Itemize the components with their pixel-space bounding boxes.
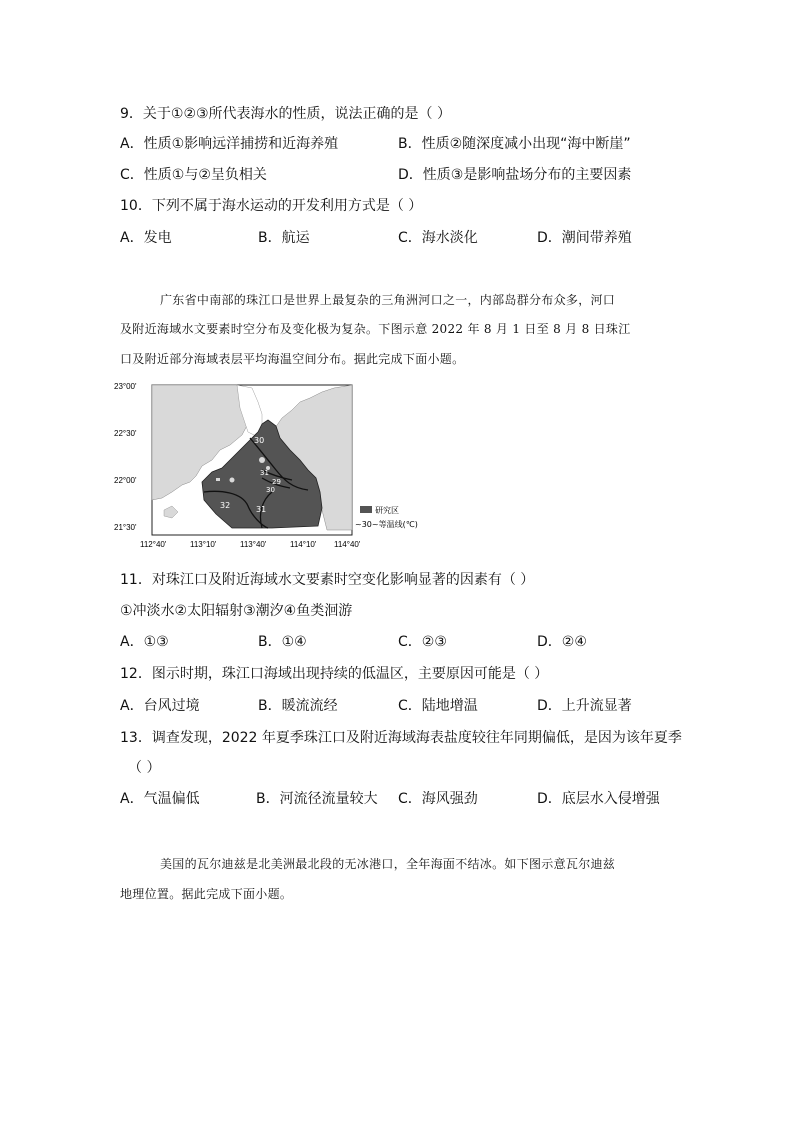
q12-option-b: B．暖流流经	[258, 698, 338, 714]
lat-label: 23°00'	[114, 382, 137, 391]
q13-stem: 13．调查发现，2022 年夏季珠江口及附近海域海表盐度较往年同期偏低，是因为该年夏季	[120, 730, 682, 746]
lat-label: 22°30'	[114, 429, 137, 438]
q9-option-c: C．性质①与②呈负相关	[120, 167, 267, 183]
q13-stem-cont: （ ）	[128, 760, 161, 776]
isotherm-label: 30	[254, 436, 265, 445]
passage1-line3: 口及附近部分海域表层平均海温空间分布。据此完成下面小题。	[120, 352, 465, 366]
q10-stem: 10．下列不属于海水运动的开发利用方式是（ ）	[120, 198, 423, 214]
isotherm-label: 32	[220, 501, 231, 510]
island-3	[230, 478, 235, 483]
legend-region-swatch	[360, 506, 372, 513]
lat-label: 22°00'	[114, 476, 137, 485]
q12-stem: 12．图示时期，珠江口海域出现持续的低温区，主要原因可能是（ ）	[120, 666, 549, 682]
q12-option-a: A．台风过境	[120, 698, 200, 714]
island-4	[216, 478, 220, 481]
q11-option-c: C．②③	[398, 634, 447, 650]
q12-option-c: C．陆地增温	[398, 698, 478, 714]
q9-option-b: B．性质②随深度减小出现“海中断崖”	[398, 136, 631, 152]
q9-stem: 9．关于①②③所代表海水的性质，说法正确的是（ ）	[120, 106, 452, 122]
q11-option-d: D．②④	[537, 634, 587, 650]
q9-option-d: D．性质③是影响盐场分布的主要因素	[398, 167, 632, 183]
q10-option-d: D．潮间带养殖	[537, 230, 632, 246]
q9-option-a: A．性质①影响远洋捕捞和近海养殖	[120, 136, 339, 152]
passage2-line1: 美国的瓦尔迪兹是北美洲最北段的无冰港口，全年海面不结冰。如下图示意瓦尔迪兹	[160, 857, 616, 871]
passage1-line2: 及附近海域水文要素时空分布及变化极为复杂。下图示意 2022 年 8 月 1 日至 8 月 8 日珠江	[120, 322, 631, 336]
isotherm-label: 30	[266, 486, 275, 494]
lon-label: 114°40'	[334, 540, 361, 549]
q12-option-d: D．上升流显著	[537, 698, 632, 714]
legend-isotherm-label: ~30~等温线(℃)	[355, 520, 418, 529]
lat-label: 21°30'	[114, 523, 137, 532]
q11-option-a: A．①③	[120, 634, 169, 650]
q11-stem: 11．对珠江口及附近海域水文要素时空变化影响显著的因素有（ ）	[120, 572, 535, 588]
lon-label: 113°10'	[190, 540, 217, 549]
isotherm-label: 31	[256, 505, 267, 514]
isotherm-label: 29	[272, 478, 281, 486]
q11-option-b: B．①④	[258, 634, 307, 650]
island-1	[259, 457, 265, 463]
passage2-line2: 地理位置。据此完成下面小题。	[120, 887, 293, 901]
lon-label: 112°40'	[140, 540, 167, 549]
q13-option-c: C．海风强劲	[398, 791, 478, 807]
q10-option-a: A．发电	[120, 230, 172, 246]
q13-option-b: B．河流径流量较大	[256, 791, 378, 807]
q10-option-b: B．航运	[258, 230, 310, 246]
isotherm-label: 31	[260, 469, 269, 477]
passage1-line1: 广东省中南部的珠江口是世界上最复杂的三角洲河口之一，内部岛群分布众多，河口	[160, 293, 616, 307]
q11-items: ①冲淡水②太阳辐射③潮汐④鱼类洄游	[120, 603, 353, 619]
legend-region-label: 研究区	[375, 506, 399, 515]
q10-option-c: C．海水淡化	[398, 230, 478, 246]
q13-option-a: A．气温偏低	[120, 791, 200, 807]
pearl-river-estuary-sst-map	[112, 380, 418, 550]
q13-option-d: D．底层水入侵增强	[537, 791, 660, 807]
lon-label: 114°10'	[290, 540, 317, 549]
lon-label: 113°40'	[240, 540, 267, 549]
